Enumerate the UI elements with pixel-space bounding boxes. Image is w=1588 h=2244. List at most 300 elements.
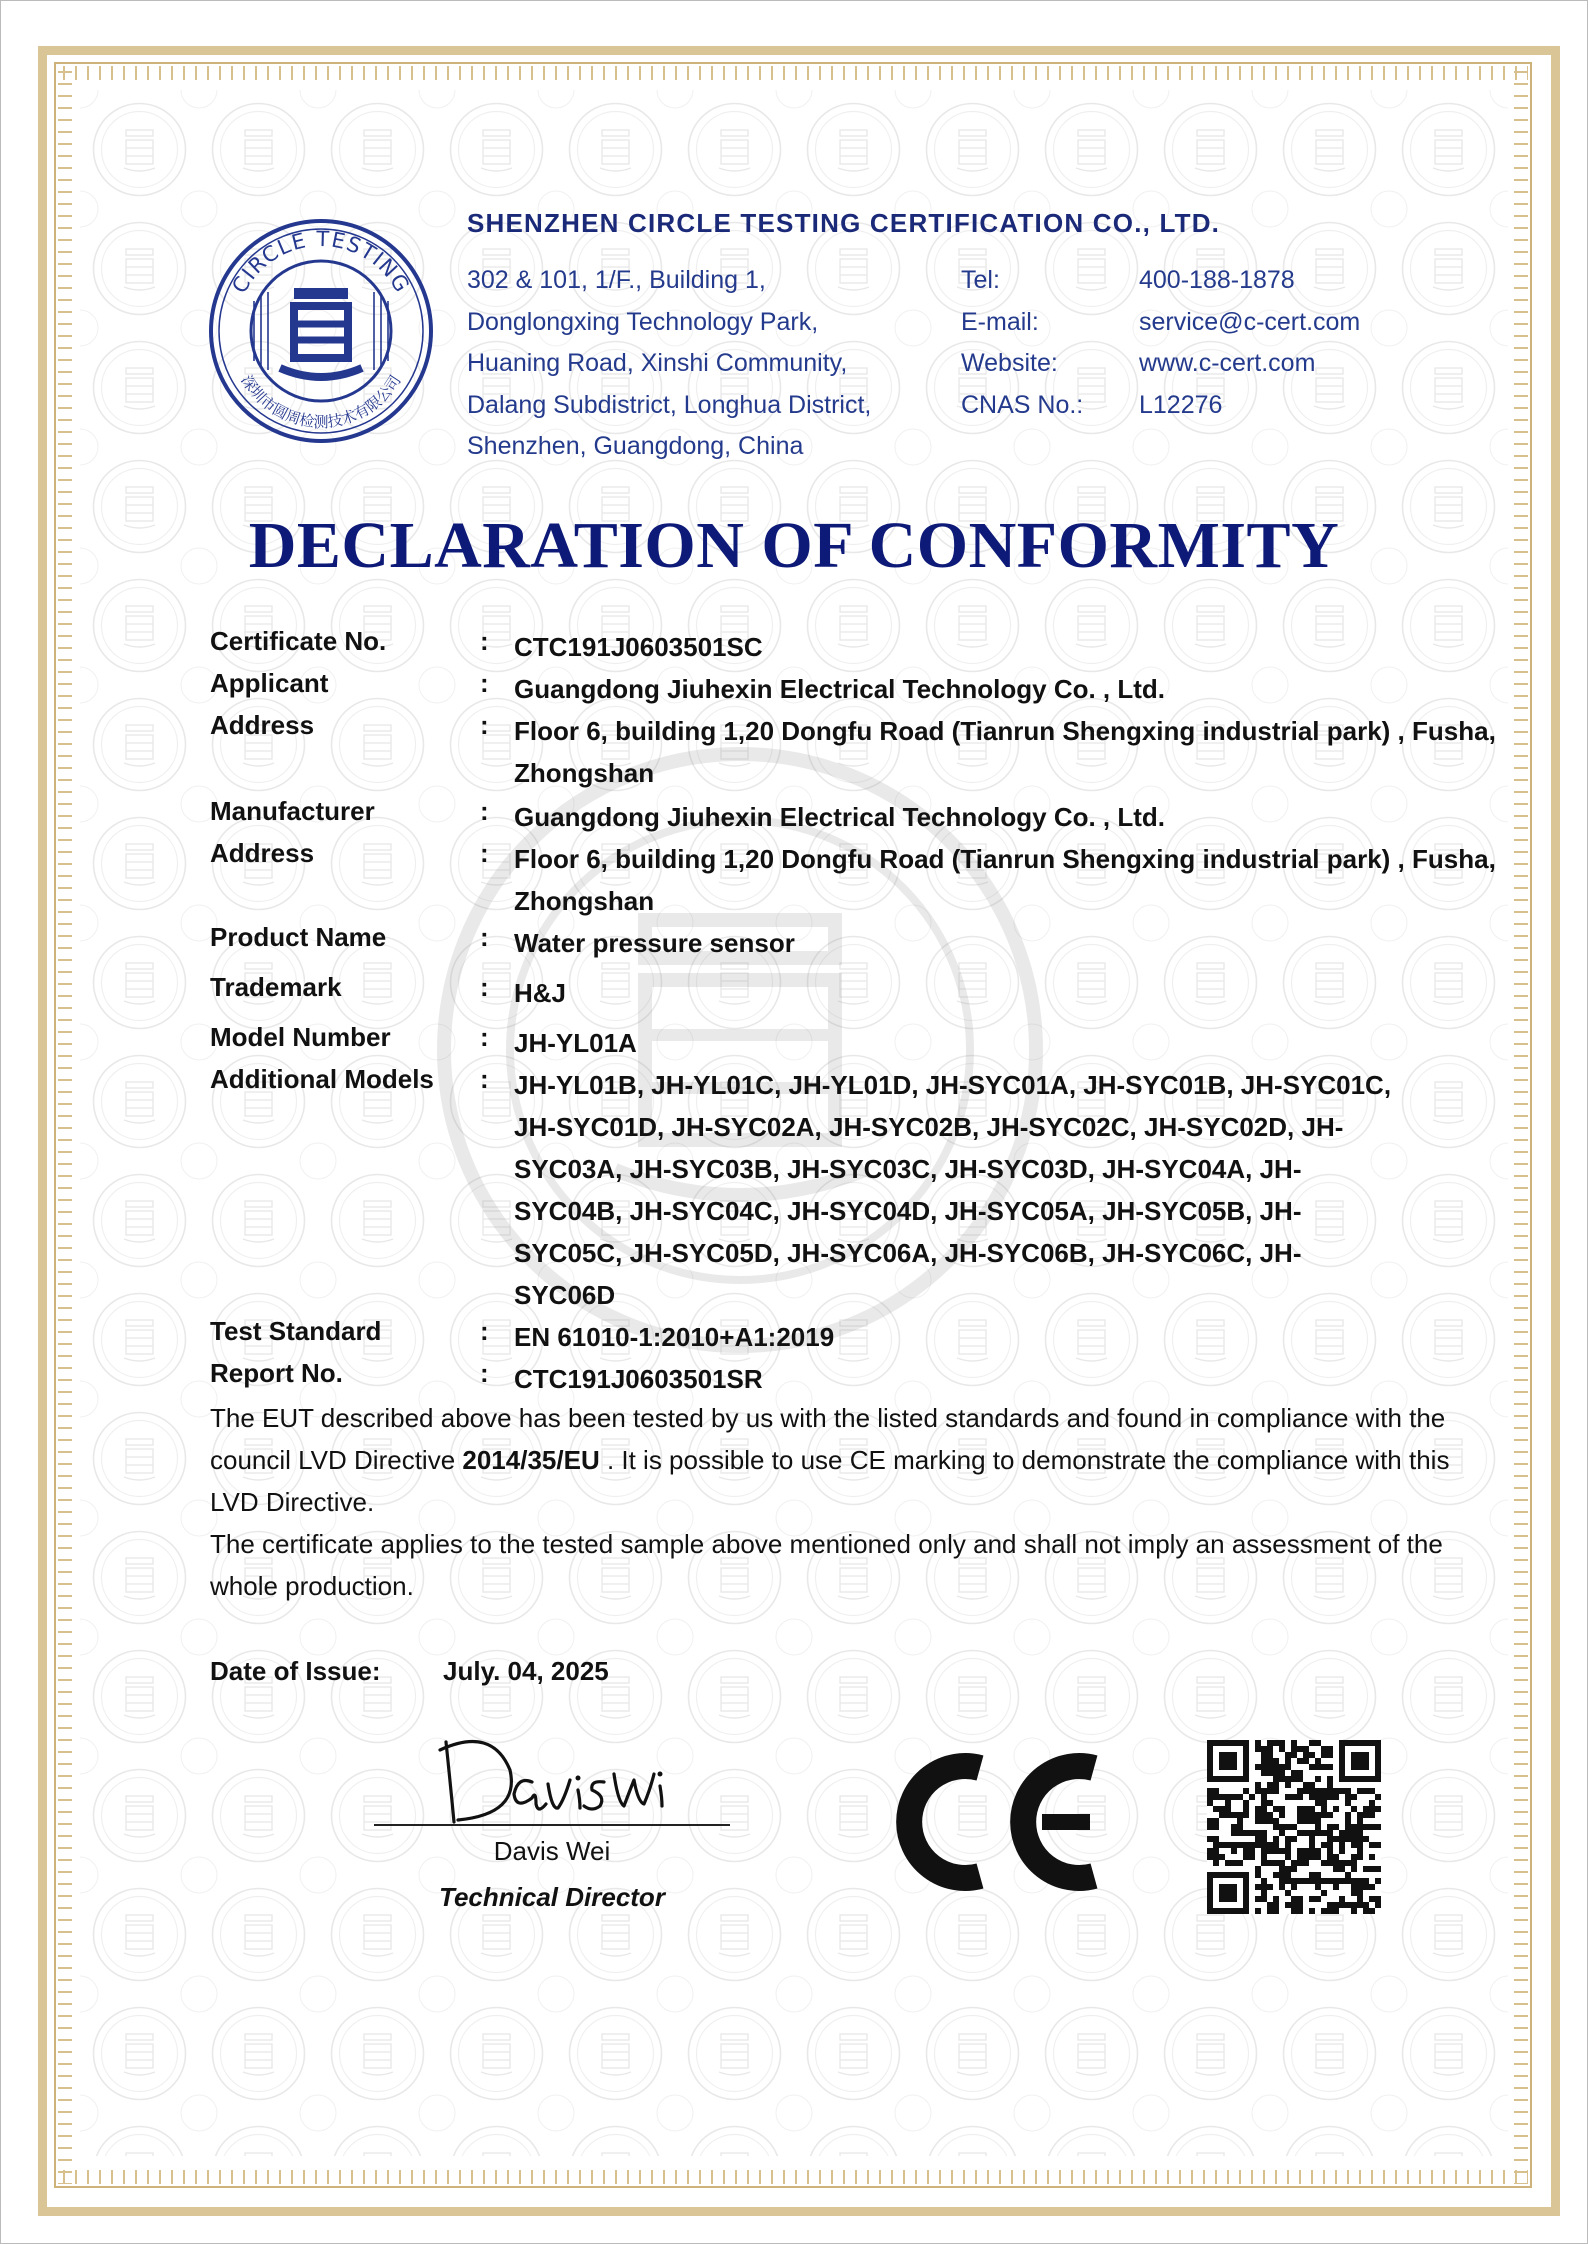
qr-module (1297, 1794, 1303, 1800)
qr-module (1315, 1824, 1321, 1830)
qr-module (1369, 1854, 1375, 1860)
qr-module (1315, 1854, 1321, 1860)
field-value: CTC191J0603501SC (514, 632, 763, 662)
qr-module (1243, 1812, 1249, 1818)
qr-module (1309, 1812, 1315, 1818)
qr-module (1219, 1842, 1225, 1848)
qr-module (1267, 1884, 1273, 1890)
qr-module (1351, 1824, 1357, 1830)
qr-module (1291, 1824, 1297, 1830)
qr-module (1261, 1764, 1267, 1770)
qr-module (1261, 1860, 1267, 1866)
qr-module (1273, 1788, 1279, 1794)
issuer-address (467, 260, 871, 468)
qr-module (1321, 1830, 1327, 1836)
qr-module (1261, 1842, 1267, 1848)
qr-module (1321, 1812, 1327, 1818)
field-colon: : (480, 972, 489, 1002)
qr-module (1357, 1890, 1363, 1896)
qr-module (1327, 1842, 1333, 1848)
qr-module (1339, 1836, 1345, 1842)
qr-module (1345, 1818, 1351, 1824)
qr-module (1309, 1836, 1315, 1842)
qr-module (1273, 1758, 1279, 1764)
qr-module (1297, 1806, 1303, 1812)
qr-module (1213, 1818, 1219, 1824)
qr-module (1225, 1842, 1231, 1848)
qr-module (1267, 1860, 1273, 1866)
qr-module (1291, 1908, 1297, 1914)
qr-module (1261, 1746, 1267, 1752)
qr-module (1309, 1806, 1315, 1812)
document-title: DECLARATION OF CONFORMITY (248, 509, 1340, 582)
field-label: Report No. (210, 1358, 343, 1388)
qr-module (1279, 1776, 1285, 1782)
qr-module (1249, 1848, 1255, 1854)
scope-note: The certificate applies to the tested sample above mentioned only and shall not imply an assessment of the whole production. (210, 1529, 1443, 1601)
field-label: Address (210, 838, 315, 868)
qr-module (1285, 1848, 1291, 1854)
qr-module (1213, 1794, 1219, 1800)
qr-module (1315, 1764, 1321, 1770)
contact-label-cnas: CNAS No.: (961, 390, 1084, 419)
qr-module (1249, 1854, 1255, 1860)
issuer-name: SHENZHEN CIRCLE TESTING CERTIFICATION CO., LTD. (467, 208, 1221, 238)
qr-module (1255, 1806, 1261, 1812)
field-label: Test Standard (210, 1316, 382, 1346)
qr-module (1261, 1806, 1267, 1812)
field-colon: : (480, 1358, 489, 1388)
qr-module (1321, 1878, 1327, 1884)
qr-module (1351, 1842, 1357, 1848)
qr-module (1321, 1908, 1327, 1914)
contact-value-email: service@c-cert.com (1139, 307, 1361, 336)
qr-module (1231, 1824, 1237, 1830)
qr-module (1267, 1800, 1273, 1806)
qr-module (1207, 1794, 1213, 1800)
qr-module (1267, 1812, 1273, 1818)
qr-module (1309, 1788, 1315, 1794)
qr-module (1219, 1794, 1225, 1800)
company-logo-seal (208, 218, 434, 444)
qr-module (1375, 1794, 1381, 1800)
qr-module (1333, 1902, 1339, 1908)
qr-module (1297, 1788, 1303, 1794)
qr-module (1255, 1896, 1261, 1902)
qr-module (1273, 1776, 1279, 1782)
field-colon: : (480, 838, 489, 868)
qr-module (1291, 1896, 1297, 1902)
qr-module (1351, 1836, 1357, 1842)
qr-module (1351, 1878, 1357, 1884)
contact-label-email: E-mail: (961, 307, 1039, 336)
field-value: JH-YL01A (514, 1028, 637, 1058)
qr-module (1279, 1830, 1285, 1836)
qr-module (1351, 1866, 1357, 1872)
qr-module (1261, 1836, 1267, 1842)
qr-module (1369, 1866, 1375, 1872)
qr-module (1273, 1764, 1279, 1770)
qr-module (1321, 1752, 1327, 1758)
qr-module (1261, 1752, 1267, 1758)
qr-module (1261, 1818, 1267, 1824)
qr-module (1375, 1806, 1381, 1812)
qr-module (1315, 1794, 1321, 1800)
qr-module (1309, 1848, 1315, 1854)
qr-module (1231, 1830, 1237, 1836)
qr-module (1273, 1896, 1279, 1902)
qr-module (1291, 1860, 1297, 1866)
qr-module (1273, 1818, 1279, 1824)
field-colon: : (480, 626, 489, 656)
qr-module (1315, 1776, 1321, 1782)
qr-module (1279, 1860, 1285, 1866)
field-value: Guangdong Jiuhexin Electrical Technology Co. , Ltd. (514, 674, 1166, 704)
qr-module (1345, 1860, 1351, 1866)
qr-module (1351, 1902, 1357, 1908)
qr-module (1267, 1818, 1273, 1824)
qr-module (1357, 1896, 1363, 1902)
qr-module (1273, 1770, 1279, 1776)
qr-module (1339, 1860, 1345, 1866)
qr-module (1225, 1794, 1231, 1800)
qr-module (1249, 1830, 1255, 1836)
qr-module (1357, 1842, 1363, 1848)
qr-module (1363, 1824, 1369, 1830)
statement-text-1: The EUT described above has been tested by us with the listed standards and found in compliance with the council LVD Directive (210, 1403, 1446, 1475)
qr-module (1267, 1746, 1273, 1752)
qr-module (1303, 1782, 1309, 1788)
qr-module (1267, 1782, 1273, 1788)
qr-module (1369, 1896, 1375, 1902)
qr-module (1369, 1908, 1375, 1914)
qr-module (1285, 1902, 1291, 1908)
qr-module (1231, 1842, 1237, 1848)
qr-module (1279, 1746, 1285, 1752)
qr-module (1351, 1806, 1357, 1812)
qr-module (1237, 1818, 1243, 1824)
qr-module (1321, 1842, 1327, 1848)
qr-module (1339, 1830, 1345, 1836)
qr-module (1273, 1740, 1279, 1746)
contact-value-cnas: L12276 (1139, 390, 1223, 419)
qr-module (1255, 1788, 1261, 1794)
qr-module (1333, 1884, 1339, 1890)
qr-module (1345, 1836, 1351, 1842)
qr-module (1351, 1794, 1357, 1800)
qr-module (1243, 1854, 1249, 1860)
qr-module (1267, 1752, 1273, 1758)
compliance-statement (210, 1397, 1450, 1523)
qr-module (1279, 1848, 1285, 1854)
qr-module (1309, 1830, 1315, 1836)
qr-module (1297, 1818, 1303, 1824)
qr-module (1339, 1866, 1345, 1872)
qr-module (1327, 1830, 1333, 1836)
qr-module (1297, 1812, 1303, 1818)
qr-module (1213, 1860, 1219, 1866)
qr-module (1309, 1752, 1315, 1758)
qr-module (1303, 1812, 1309, 1818)
qr-module (1207, 1848, 1213, 1854)
qr-module (1243, 1848, 1249, 1854)
qr-module (1225, 1812, 1231, 1818)
qr-module (1207, 1818, 1213, 1824)
field-label: Product Name (210, 922, 387, 952)
qr-module (1321, 1806, 1327, 1812)
qr-module (1315, 1812, 1321, 1818)
qr-module (1297, 1908, 1303, 1914)
qr-module (1357, 1824, 1363, 1830)
field-colon: : (480, 1064, 489, 1094)
qr-module (1309, 1908, 1315, 1914)
qr-module (1207, 1788, 1213, 1794)
qr-module (1261, 1896, 1267, 1902)
qr-module (1309, 1740, 1315, 1746)
qr-code[interactable] (1207, 1740, 1381, 1914)
qr-module (1261, 1794, 1267, 1800)
qr-module (1279, 1770, 1285, 1776)
qr-module (1243, 1806, 1249, 1812)
qr-module (1357, 1902, 1363, 1908)
qr-module (1261, 1830, 1267, 1836)
qr-module (1327, 1794, 1333, 1800)
qr-module (1261, 1884, 1267, 1890)
qr-module (1291, 1752, 1297, 1758)
qr-module (1333, 1824, 1339, 1830)
qr-module (1357, 1884, 1363, 1890)
contact-value-tel: 400-188-1878 (1139, 266, 1295, 294)
qr-module (1357, 1854, 1363, 1860)
qr-module (1321, 1800, 1327, 1806)
qr-module (1285, 1758, 1291, 1764)
qr-module (1285, 1836, 1291, 1842)
qr-module (1285, 1764, 1291, 1770)
qr-module (1273, 1836, 1279, 1842)
contact-labels (961, 260, 1083, 426)
qr-module (1297, 1746, 1303, 1752)
qr-module (1249, 1794, 1255, 1800)
qr-module (1345, 1812, 1351, 1818)
qr-module (1345, 1878, 1351, 1884)
qr-module (1243, 1800, 1249, 1806)
qr-module (1327, 1878, 1333, 1884)
qr-module (1273, 1824, 1279, 1830)
qr-module (1291, 1740, 1297, 1746)
qr-module (1255, 1866, 1261, 1872)
qr-module (1285, 1782, 1291, 1788)
qr-module (1213, 1848, 1219, 1854)
qr-module (1297, 1854, 1303, 1860)
qr-module (1303, 1752, 1309, 1758)
qr-module (1231, 1812, 1237, 1818)
qr-module (1237, 1842, 1243, 1848)
qr-module (1351, 1884, 1357, 1890)
address-line: 302 & 101, 1/F., Building 1, (467, 266, 766, 294)
qr-module (1207, 1836, 1213, 1842)
qr-module (1285, 1872, 1291, 1878)
qr-module (1279, 1806, 1285, 1812)
field-value: Floor 6, building 1,20 Dongfu Road (Tianrun Shengxing industrial park) , Fusha, Zhongshan (514, 716, 1496, 788)
address-line: Shenzhen, Guangdong, China (467, 432, 804, 460)
qr-module (1249, 1842, 1255, 1848)
qr-module (1285, 1878, 1291, 1884)
qr-module (1261, 1812, 1267, 1818)
qr-module (1315, 1878, 1321, 1884)
qr-module (1261, 1800, 1267, 1806)
qr-module (1273, 1848, 1279, 1854)
contact-label-tel: Tel: (961, 266, 1000, 294)
qr-module (1327, 1746, 1333, 1752)
qr-module (1327, 1908, 1333, 1914)
qr-module (1255, 1818, 1261, 1824)
qr-module (1231, 1794, 1237, 1800)
qr-module (1375, 1824, 1381, 1830)
qr-module (1315, 1800, 1321, 1806)
field-label: Certificate No. (210, 626, 387, 656)
qr-module (1207, 1854, 1213, 1860)
qr-module (1291, 1878, 1297, 1884)
qr-module (1255, 1884, 1261, 1890)
qr-module (1327, 1848, 1333, 1854)
qr-module (1237, 1860, 1243, 1866)
address-line: Dalang Subdistrict, Longhua District, (467, 390, 872, 419)
field-label: Model Number (210, 1022, 391, 1052)
qr-module (1321, 1860, 1327, 1866)
qr-module (1285, 1776, 1291, 1782)
qr-module (1219, 1854, 1225, 1860)
qr-module (1363, 1908, 1369, 1914)
issue-date-label: Date of Issue: (210, 1656, 381, 1686)
qr-module (1285, 1824, 1291, 1830)
qr-module (1375, 1866, 1381, 1872)
qr-module (1357, 1878, 1363, 1884)
qr-module (1327, 1836, 1333, 1842)
qr-module (1363, 1836, 1369, 1842)
qr-module (1327, 1860, 1333, 1866)
qr-module (1345, 1902, 1351, 1908)
qr-module (1357, 1836, 1363, 1842)
qr-module (1375, 1878, 1381, 1884)
qr-module (1363, 1902, 1369, 1908)
qr-module (1309, 1794, 1315, 1800)
qr-module (1303, 1860, 1309, 1866)
qr-module (1303, 1788, 1309, 1794)
qr-module (1303, 1758, 1309, 1764)
logo-ring-text: CIRCLE TESTING (227, 226, 415, 298)
qr-module (1297, 1896, 1303, 1902)
issue-date-value: July. 04, 2025 (443, 1656, 609, 1686)
qr-module (1309, 1878, 1315, 1884)
qr-module (1363, 1812, 1369, 1818)
qr-module (1237, 1812, 1243, 1818)
qr-module (1291, 1746, 1297, 1752)
qr-module (1351, 1830, 1357, 1836)
qr-module (1285, 1842, 1291, 1848)
qr-module (1243, 1830, 1249, 1836)
qr-module (1321, 1764, 1327, 1770)
qr-module (1261, 1890, 1267, 1896)
qr-module (1255, 1812, 1261, 1818)
qr-module (1369, 1842, 1375, 1848)
qr-module (1255, 1830, 1261, 1836)
qr-module (1285, 1854, 1291, 1860)
qr-module (1309, 1782, 1315, 1788)
qr-module (1333, 1794, 1339, 1800)
qr-module (1303, 1746, 1309, 1752)
qr-module (1237, 1824, 1243, 1830)
qr-module (1309, 1842, 1315, 1848)
qr-module (1303, 1878, 1309, 1884)
field-value: JH-YL01B, JH-YL01C, JH-YL01D, JH-SYC01A, JH-SYC01B, JH-SYC01C, JH-SYC01D, JH-SYC02A, JH-SYC02B, JH-SYC02C, JH-SYC02D, JH-SYC03A, JH-SYC03B, JH-SYC03C, JH-SYC03D, JH-SYC04A, JH-SYC04B, JH-SYC04C, JH-SYC04D, JH-SYC05A, JH-SYC05B, JH-SYC05C, JH-SYC05D, JH-SYC06A, JH-SYC06B, JH-SYC06C, JH-SYC06D (514, 1070, 1392, 1310)
qr-module (1237, 1830, 1243, 1836)
qr-module (1297, 1848, 1303, 1854)
qr-module (1369, 1812, 1375, 1818)
qr-module (1333, 1854, 1339, 1860)
qr-module (1267, 1740, 1273, 1746)
qr-module (1297, 1770, 1303, 1776)
qr-module (1339, 1788, 1345, 1794)
field-label: Trademark (210, 972, 342, 1002)
qr-module (1315, 1884, 1321, 1890)
field-value: Water pressure sensor (514, 928, 795, 958)
qr-module (1267, 1902, 1273, 1908)
qr-module (1231, 1848, 1237, 1854)
qr-module (1291, 1902, 1297, 1908)
qr-module (1291, 1836, 1297, 1842)
qr-module (1375, 1896, 1381, 1902)
qr-module (1273, 1842, 1279, 1848)
qr-module (1279, 1878, 1285, 1884)
field-colon: : (480, 796, 489, 826)
qr-module (1231, 1860, 1237, 1866)
qr-module (1327, 1902, 1333, 1908)
qr-module (1273, 1902, 1279, 1908)
qr-module (1375, 1842, 1381, 1848)
field-colon: : (480, 1316, 489, 1346)
qr-module (1303, 1818, 1309, 1824)
contact-value-website: www.c-cert.com (1139, 349, 1316, 377)
qr-module (1351, 1860, 1357, 1866)
qr-module (1369, 1788, 1375, 1794)
qr-module (1291, 1770, 1297, 1776)
field-colon: : (480, 710, 489, 740)
qr-module (1243, 1842, 1249, 1848)
qr-module (1255, 1842, 1261, 1848)
qr-module (1261, 1854, 1267, 1860)
qr-module (1261, 1770, 1267, 1776)
qr-module (1309, 1896, 1315, 1902)
qr-module (1351, 1908, 1357, 1914)
qr-module (1339, 1848, 1345, 1854)
qr-module (1297, 1902, 1303, 1908)
qr-module (1267, 1758, 1273, 1764)
qr-module (1327, 1752, 1333, 1758)
qr-module (1273, 1806, 1279, 1812)
qr-module (1309, 1764, 1315, 1770)
qr-module (1309, 1872, 1315, 1878)
qr-module (1345, 1788, 1351, 1794)
qr-module (1255, 1908, 1261, 1914)
qr-module (1267, 1788, 1273, 1794)
qr-module (1207, 1824, 1213, 1830)
qr-module (1213, 1842, 1219, 1848)
qr-module (1285, 1794, 1291, 1800)
qr-module (1273, 1860, 1279, 1866)
qr-module (1315, 1848, 1321, 1854)
qr-module (1333, 1860, 1339, 1866)
qr-module (1279, 1884, 1285, 1890)
